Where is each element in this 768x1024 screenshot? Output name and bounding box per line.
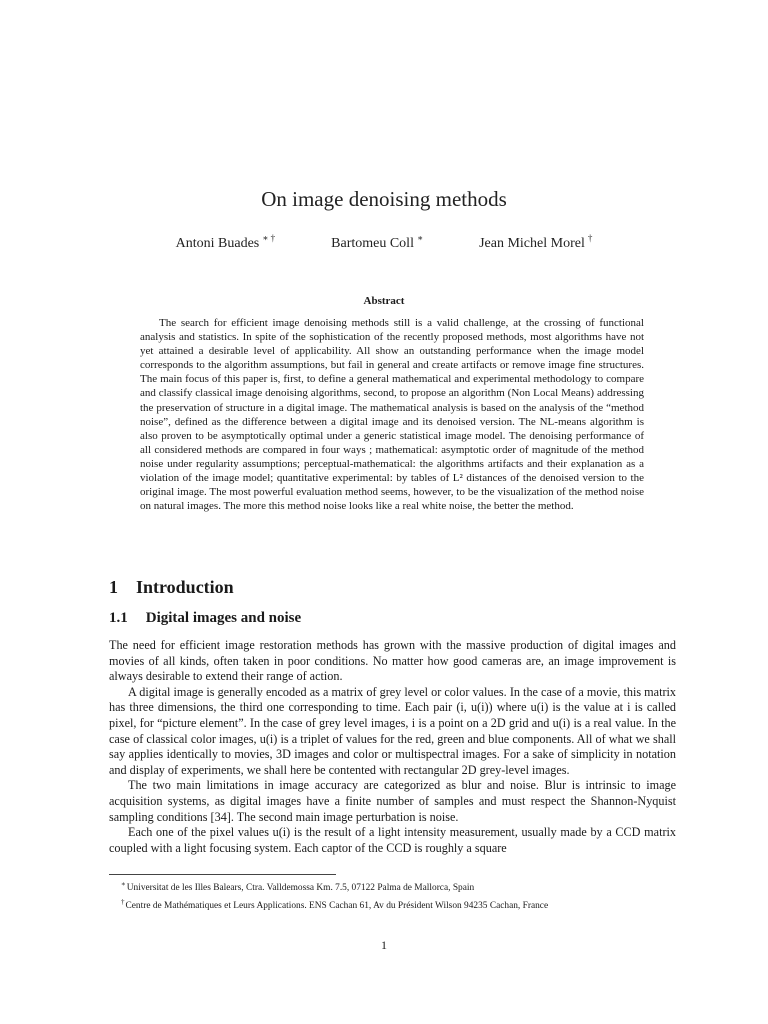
author-name: Bartomeu Coll xyxy=(331,236,414,251)
body-text xyxy=(109,638,676,856)
author-morel xyxy=(479,233,592,252)
paragraph: A digital image is generally encoded as a matrix of grey level or color values. In the case of a movie, this matrix has three dimensions, the third one corresponding to time. Each pair (i, u(i)) where u(i) is the value at i is called pixel, for “picture element”. In the case of grey level images, i is a point on a 2D grid and u(i) is a real value. In the case of classical color images, u(i) is a triplet of values for the red, green and blue components. All of what we shall say applies identically to movies, 3D images and color or multispectral images. For a sake of simplicity in notation and display of experiments, we shall here be contented with rectangular 2D grey-level images. xyxy=(109,684,676,777)
page-number: 1 xyxy=(381,938,387,952)
paragraph: Each one of the pixel values u(i) is the result of a light intensity measurement, usually made by a CCD matrix coupled with a light focusing system. Each captor of the CCD is roughly a square xyxy=(109,825,676,855)
paragraph: The two main limitations in image accuracy are categorized as blur and noise. Blur is intrinsic to image acquisition systems, as digital images have a finite number of samples and must respect the Shannon-Nyquist sampling conditions [34]. The second main image perturbation is noise. xyxy=(109,778,676,824)
footnote-mark: ∗ xyxy=(121,880,126,888)
author-list xyxy=(0,233,768,252)
author-name: Antoni Buades xyxy=(175,236,260,251)
affiliation-marks: ∗ † xyxy=(262,233,276,243)
section-heading xyxy=(109,577,234,598)
author-name: Jean Michel Morel xyxy=(479,236,585,251)
affiliation-marks: ∗ xyxy=(416,233,424,243)
footnote-mark: † xyxy=(121,897,125,906)
footnotes xyxy=(109,878,699,913)
footnote xyxy=(109,896,699,914)
subsection-number: 1.1 xyxy=(109,610,128,626)
subsection-title: Digital images and noise xyxy=(145,610,302,626)
footnote xyxy=(109,878,699,896)
section-number: 1 xyxy=(109,577,118,597)
section-title: Introduction xyxy=(136,577,234,597)
affiliation-marks: † xyxy=(587,233,593,243)
footnote-text: Centre de Mathématiques et Leurs Applications. ENS Cachan 61, Av du Président Wilson 94235 Cachan, France xyxy=(125,900,549,911)
paper-title: On image denoising methods xyxy=(261,187,507,211)
author-buades xyxy=(176,233,275,252)
author-coll xyxy=(331,233,423,252)
abstract-text: The search for efficient image denoising methods still is a valid challenge, at the crossing of functional analysis and statistics. In spite of the sophistication of the recently proposed methods, most algorithms have not yet attained a desirable level of applicability. All show an outstanding performance when the image model corresponds to the algorithm assumptions, but fail in general and create artifacts or remove image fine structures. The main focus of this paper is, first, to define a general mathematical and experimental methodology to compare and classify classical image denoising algorithms, second, to propose an algorithm (Non Local Means) addressing the preservation of structure in a digital image. The mathematical analysis is based on the analysis of the “method noise”, defined as the difference between a digital image and its denoised version. The NL-means algorithm is also proven to be asymptotically optimal under a generic statistical image model. The denoising performance of all considered methods are compared in four ways ; mathematical: asymptotic order of magnitude of the method noise under regularity assumptions; perceptual-mathematical: the algorithms artifacts and their explanation as a violation of the image model; quantitative experimental: by tables of L² distances of the denoised version to the original image. The most powerful evaluation method seems, however, to be the visualization of the method noise on natural images. The more this method noise looks like a real white noise, the better the method. xyxy=(140,317,644,513)
footnote-rule xyxy=(109,874,336,875)
subsection-heading xyxy=(109,610,301,627)
abstract-heading: Abstract xyxy=(363,295,405,307)
paragraph: The need for efficient image restoration methods has grown with the massive production of digital images and movies of all kinds, often taken in poor conditions. No matter how good cameras are, an image improvement is always desirable to extend their range of action. xyxy=(109,638,676,684)
footnote-text: Universitat de les Illes Balears, Ctra. Valldemossa Km. 7.5, 07122 Palma de Mallorca, Spain xyxy=(126,883,475,893)
